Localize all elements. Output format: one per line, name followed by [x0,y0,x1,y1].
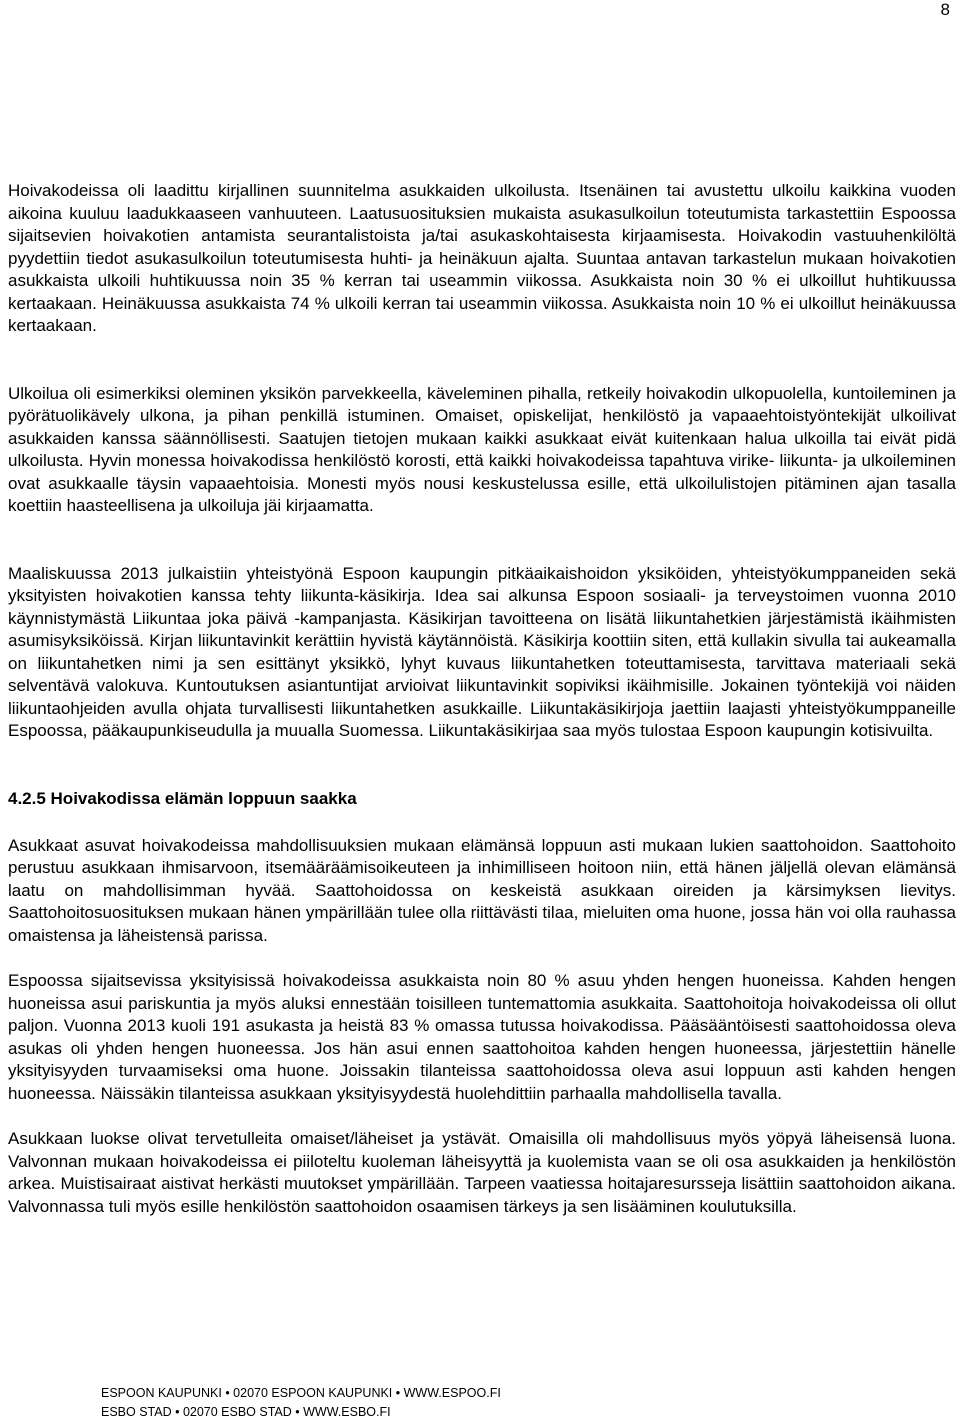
paragraph-relatives-visits: Asukkaan luokse olivat tervetulleita omaiset/läheiset ja ystävät. Omaisilla oli mahdollisuus myös yöpyä läheisensä luona. Valvonnan mukaan hoivakodeissa ei piiloteltu kuoleman läheisyyttä ja kuolemista vaan se oli osa asukkaiden ja henkilöstön arkea. Muistisairaat aistivat herkästi muutokset ympärillään. Tarpeen vaatiessa hoitajaresursseja lisättiin saattohoidon aikana. Valvonnassa tuli myös esille henkilöstön saattohoidon osaamisen tärkeys ja sen lisääminen koulutuksilla. [8,1129,956,1216]
document-body [8,180,956,1218]
footer-line-finnish: ESPOON KAUPUNKI • 02070 ESPOON KAUPUNKI • WWW.ESPOO.FI [101,1386,501,1400]
page-number: 8 [940,0,950,19]
page-footer [101,1384,501,1422]
paragraph-outdoor-activity-plan: Hoivakodeissa oli laadittu kirjallinen suunnitelma asukkaiden ulkoilusta. Itsenäinen tai avustettu ulkoilu kaikkina vuoden aikoina kuuluu laadukkaaseen vanhuuteen. Laatusuosituksien mukaista asukasulkoilun toteutumista tarkastettiin Espoossa sijaitsevien hoivakotien antamista seurantalistoista ja/tai asukaskohtaisesta kirjaamisesta. Hoivakodin vastuuhenkilöltä pyydettiin tiedot asukasulkoilun toteutumisesta huhti- ja heinäkuun ajalta. Suuntaa antavan tarkastelun mukaan hoivakotien asukkaista ulkoili huhtikuussa noin 35 % kerran tai useammin viikossa. Asukkaista noin 30 % ei ulkoillut huhtikuussa kertaakaan. Heinäkuussa asukkaista 74 % ulkoili kerran tai useammin viikossa. Asukkaista noin 10 % ei ulkoillut heinäkuussa kertaakaan. [8,181,956,335]
paragraph-end-of-life-care: Asukkaat asuvat hoivakodeissa mahdollisuuksien mukaan elämänsä loppuun asti mukaan lukien saattohoidon. Saattohoito perustuu asukkaan ihmisarvoon, itsemääräämisoikeuteen ja inhimilliseen hoitoon niin, että hänen jäljellä olevan elämänsä laatu on mahdollisimman hyvää. Saattohoidossa on keskeistä asukkaan oireiden ja kärsimyksen lievitys. Saattohoitosuosituksen mukaan hänen ympärillään tulee olla riittävästi tilaa, mieluiten oma huone, jossa hän voi olla rauhassa omaistensa ja läheistensä parissa. [8,835,956,945]
section-heading: 4.2.5 Hoivakodissa elämän loppuun saakka [8,788,357,808]
paragraph-outdoor-activity-examples: Ulkoilua oli esimerkiksi oleminen yksikön parvekkeella, käveleminen pihalla, retkeily hoivakodin ulkopuolella, kuntoileminen ja pyörätuolikävely ulkona, ja pihan penkillä istuminen. Omaiset, opiskelijat, henkilöstö ja vapaaehtoistyöntekijät ulkoilivat asukkaiden kanssa säännöllisesti. Saatujen tietojen mukaan kaikki asukkaat eivät kuitenkaan halua ulkoilla tai eivät pidä ulkoilusta. Hyvin monessa hoivakodissa henkilöstö korosti, että kaikki hoivakodeissa tapahtuva virike- liikunta- ja ulkoileminen ovat asukkaalle täysin vapaaehtoisia. Monesti myös nousi keskustelussa esille, että ulkoilulistojen pitäminen ajan tasalla koettiin haasteellisena ja ulkoiluja jäi kirjaamatta. [8,383,956,515]
paragraph-exercise-handbook: Maaliskuussa 2013 julkaistiin yhteistyönä Espoon kaupungin pitkäaikaishoidon yksiköiden, yhteistyökumppaneiden sekä yksityisten hoivakotien kanssa tehty liikunta-käsikirja. Idea sai alkunsa Espoon sosiaali- ja terveystoimen vuonna 2010 käynnistymästä Liikuntaa joka päivä -kampanjasta. Käsikirjan tavoitteena on lisätä liikuntahetkien järjestämistä ikäihmisten asumisyksiköissä. Kirjan liikuntavinkit kerättiin hyvistä käytännöistä. Käsikirja koottiin siten, että kullakin sivulla tai aukeamalla on liikuntahetken nimi ja sen esittänyt yksikkö, lyhyt kuvaus liikuntahetken toteuttamisesta, tarvittava materiaali sekä selventävä valokuva. Kuntoutuksen asiantuntijat arvioivat liikuntavinkit sopiviksi ikäihmisille. Jokainen työntekijä voi näiden liikuntaohjeiden avulla ohjata turvallisesti liikuntahetken asukkaille. Liikuntakäsikirjoja jaettiin laajasti yhteistyökumppaneille Espoossa, pääkaupunkiseudulla ja muualla Suomessa. Liikuntakäsikirjaa saa myös tulostaa Espoon kaupungin kotisivuilta. [8,563,956,740]
footer-line-swedish: ESBO STAD • 02070 ESBO STAD • WWW.ESBO.FI [101,1405,391,1419]
paragraph-private-rooms: Espoossa sijaitsevissa yksityisissä hoivakodeissa asukkaista noin 80 % asuu yhden hengen huoneissa. Kahden hengen huoneissa asui pariskuntia ja myös aluksi ennestään toisilleen tuntemattomia asukkaita. Saattohoitoja hoivakodeissa oli ollut paljon. Vuonna 2013 kuoli 191 asukasta ja heistä 83 % omassa tutussa hoivakodissa. Pääsääntöisesti saattohoidossa oleva asukas oli yhden hengen huoneessa. Jos hän asui ennen saattohoitoa kahden hengen huoneessa, järjestettiin hänelle yksityisyyden turvaamiseksi oma huone. Joissakin tilanteissa saattohoidossa oleva asui loppuun asti kahden hengen huoneessa. Näissäkin tilanteissa asukkaan yksityisyydestä huolehdittiin parhaalla mahdollisella tavalla. [8,971,956,1103]
